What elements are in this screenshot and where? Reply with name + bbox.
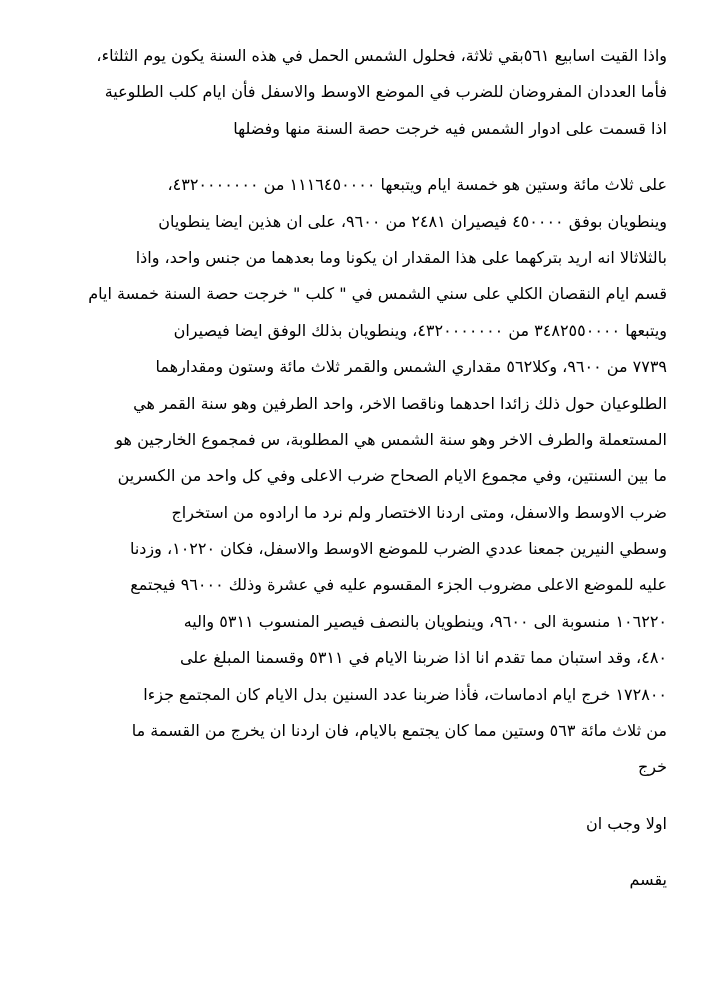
text-line: ٧٧٣٩ من ٩٦٠٠، وكلا٥٦٢ مقداري الشمس والقمر ثلاث مائة وستون ومقدارهما <box>155 357 667 377</box>
document-page <box>52 38 667 899</box>
text-line: الطلوعيان حول ذلك زائدا احدهما وناقصا الاخر، واحد الطرفين وهو سنة القمر هي <box>133 393 667 413</box>
text-line: بالثلاثالا انه اريد بتركهما على هذا المقدار ان يكونا وما بعدهما من جنس واحد، واذا <box>135 247 667 267</box>
text-line: خرج <box>637 757 667 777</box>
text-line: اذا قسمت على ادوار الشمس فيه خرجت حصة السنة منها وفضلها <box>233 118 667 138</box>
text-line: ١٧٢٨٠٠ خرج ايام ادماسات، فأذا ضربنا عدد السنين بدل الايام كان المجتمع جزءا <box>143 684 667 704</box>
text-line: واذا القيت اسابيع ٥٦١بقي ثلاثة، فحلول الشمس الحمل في هذه السنة يكون يوم الثلثاء، <box>96 46 667 65</box>
text-line: ويتبعها ٣٤٨٢٥٥٠٠٠٠ من ٤٣٢٠٠٠٠٠٠٠، وينطويان بذلك الوفق ايضا فيصيران <box>173 320 667 340</box>
text-line: قسم ايام النقصان الكلي على سني الشمس في " كلب " خرجت حصة السنة خمسة ايام <box>88 284 667 304</box>
text-line: ١٠٦٢٢٠ منسوبة الى ٩٦٠٠، وينطويان بالنصف فيصير المنسوب ٥٣١١ واليه <box>183 611 667 631</box>
paragraph-gap <box>52 842 667 862</box>
paragraph-4 <box>52 862 667 898</box>
paragraph-gap <box>52 147 667 167</box>
paragraph-2 <box>52 167 667 786</box>
text-line: ما بين السنتين، وفي مجموع الايام الصحاح ضرب الاعلى وفي كل واحد من الكسرين <box>117 466 667 486</box>
text-line: المستعملة والطرف الاخر وهو سنة الشمس هي المطلوبة، س فمجموع الخارجين هو <box>115 429 667 449</box>
text-line: من ثلاث مائة ٥٦٣ وستين مما كان يجتمع بالايام، فان اردنا ان يخرج من القسمة ما <box>131 721 667 741</box>
text-line: ٤٨٠، وقد استبان مما تقدم انا اذا ضربنا الايام في ٥٣١١ وقسمنا المبلغ على <box>179 648 667 668</box>
paragraph-3 <box>52 806 667 842</box>
paragraph-1 <box>52 38 667 147</box>
text-line: عليه للموضع الاعلى مضروب الجزء المقسوم عليه في عشرة وذلك ٩٦٠٠٠ فيجتمع <box>130 575 667 595</box>
text-line: اولا وجب ان <box>586 813 667 833</box>
paragraph-gap <box>52 786 667 806</box>
text-line: وسطي النيرين جمعنا عددي الضرب للموضع الاوسط والاسفل، فكان ١٠٢٢٠، وزدنا <box>129 539 667 559</box>
text-line: ضرب الاوسط والاسفل، ومتى اردنا الاختصار ولم نرد ما ارادوه من استخراج <box>171 502 667 522</box>
text-line: وينطويان بوفق ٤٥٠٠٠٠ فيصيران ٢٤٨١ من ٩٦٠٠، على ان هذين ايضا ينطويان <box>158 211 667 231</box>
text-line: على ثلاث مائة وستين هو خمسة ايام ويتبعها ١١١٦٤٥٠٠٠٠ من ٤٣٢٠٠٠٠٠٠٠، <box>167 175 667 195</box>
text-line: فأما العددان المفروضان للضرب في الموضع الاوسط والاسفل فأن ايام كلب الطلوعية <box>104 82 667 102</box>
text-line: يقسم <box>629 870 667 890</box>
